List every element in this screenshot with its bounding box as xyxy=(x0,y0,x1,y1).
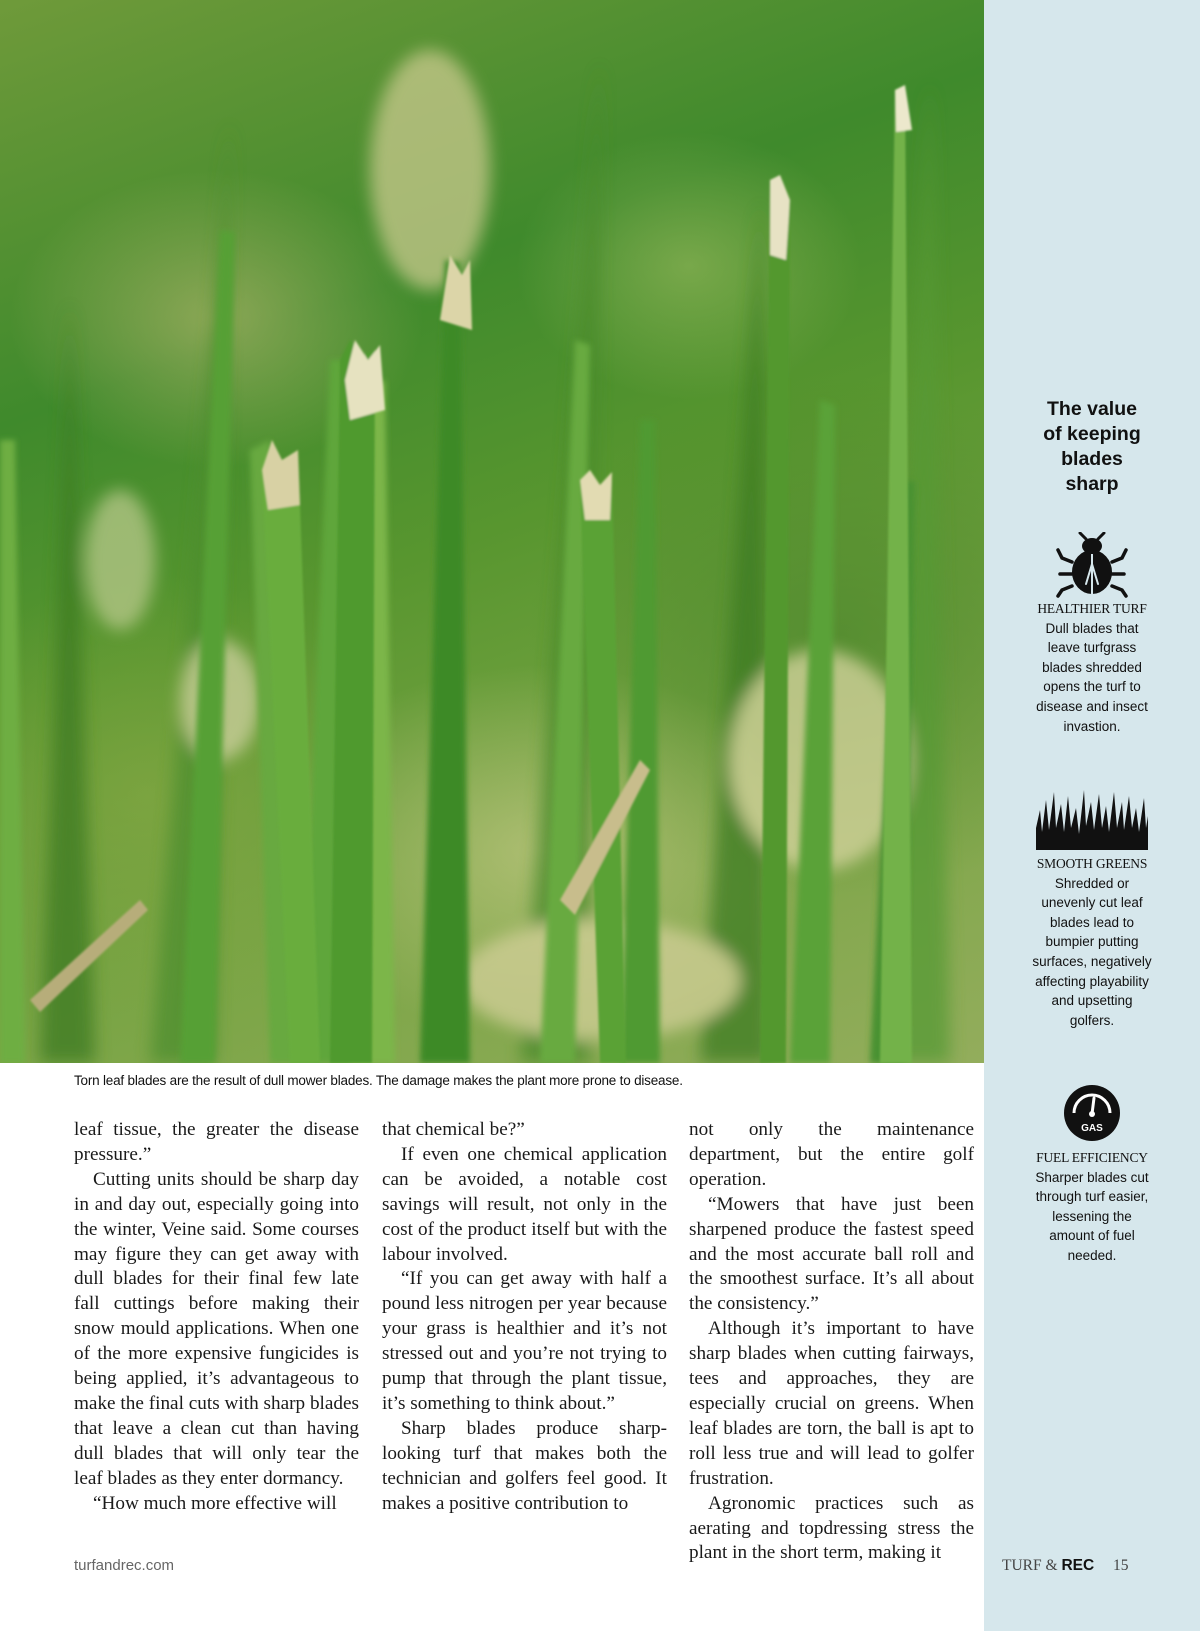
article-column-3 xyxy=(689,1118,974,1566)
sidebar-title-line: sharp xyxy=(1065,473,1119,495)
paragraph: Agronomic practices such as aerating and topdressing stress the plant in the short term, making it xyxy=(689,1492,974,1564)
paragraph: If even one chemical application can be avoided, a notable cost savings will result, not only in the cost of the product itself but with the labour involved. xyxy=(382,1143,667,1265)
article-column-2 xyxy=(382,1118,667,1517)
paragraph: “How much more effective will xyxy=(93,1492,337,1514)
grass-icon xyxy=(984,788,1200,854)
sidebar-item-text: Sharper blades cut through turf easier, lessening the amount of fuel needed. xyxy=(1035,1169,1149,1263)
sidebar-title-line: The value xyxy=(1047,398,1137,420)
sidebar-item-heading: SMOOTH GREENS xyxy=(1036,856,1148,871)
paragraph: not only the maintenance department, but the entire golf operation. xyxy=(689,1119,974,1190)
paragraph: Although it’s important to have sharp blades when cutting fairways, tees and approaches, they are especially crucial on greens. When leaf blades are torn, the ball is apt to roll less true and will lead to golfer frustration. xyxy=(689,1318,974,1489)
sidebar-title-line: of keeping xyxy=(1043,423,1141,445)
bug-icon xyxy=(984,532,1200,602)
gas-gauge-icon xyxy=(984,1084,1200,1146)
paragraph: “If you can get away with half a pound less nitrogen per year because your grass is healthier and it’s not stressed out and you’re not trying to pump that through the plant tissue, it’s something to think about.” xyxy=(382,1268,667,1414)
brand-bold: REC xyxy=(1061,1557,1095,1574)
paragraph: Cutting units should be sharp day in and day out, especially going into the winter, Veine said. Some courses may figure they can get away with dull blades for their final few late fall cuttings before making their snow mould applications. When one of the more expensive fungicides is being applied, it’s advantageous to make the final cuts with sharp blades that leave a clean cut than having dull blades that will only tear the leaf blades as they enter dormancy. xyxy=(74,1168,359,1489)
sidebar-item-heading: HEALTHIER TURF xyxy=(1037,601,1147,616)
website-url: turfandrec.com xyxy=(74,1557,175,1574)
sidebar-item-healthier-turf xyxy=(984,599,1200,736)
sidebar-title xyxy=(984,397,1200,497)
sidebar-item-smooth-greens xyxy=(984,854,1200,1030)
magazine-brand xyxy=(1002,1557,1094,1575)
brand-prefix: TURF & xyxy=(1002,1557,1062,1574)
sidebar-title-line: blades xyxy=(1061,448,1123,470)
sidebar-item-fuel-efficiency xyxy=(984,1148,1200,1266)
article-column-1 xyxy=(74,1118,359,1517)
sidebar-item-text: Shredded or unevenly cut leaf blades lead to bumpier putting surfaces, negatively affecting playability and upsetting golfers. xyxy=(1032,875,1152,1028)
photo-caption: Torn leaf blades are the result of dull mower blades. The damage makes the plant more prone to disease. xyxy=(74,1073,683,1088)
gas-label: GAS xyxy=(1081,1123,1103,1134)
page-number: 15 xyxy=(1113,1557,1129,1574)
paragraph: leaf tissue, the greater the disease pressure.” xyxy=(74,1119,359,1165)
paragraph: “Mowers that have just been sharpened produce the fastest speed and the most accurate ball roll and the smoothest surface. It’s all about the consistency.” xyxy=(689,1193,974,1315)
sidebar-item-heading: FUEL EFFICIENCY xyxy=(1036,1150,1148,1165)
sidebar-item-text: Dull blades that leave turfgrass blades shredded opens the turf to disease and insect invastion. xyxy=(1036,620,1148,734)
paragraph: Sharp blades produce sharp-looking turf that makes both the technician and golfers feel good. It makes a positive contribution to xyxy=(382,1417,667,1514)
sidebar xyxy=(984,0,1200,1631)
paragraph: that chemical be?” xyxy=(382,1119,525,1140)
